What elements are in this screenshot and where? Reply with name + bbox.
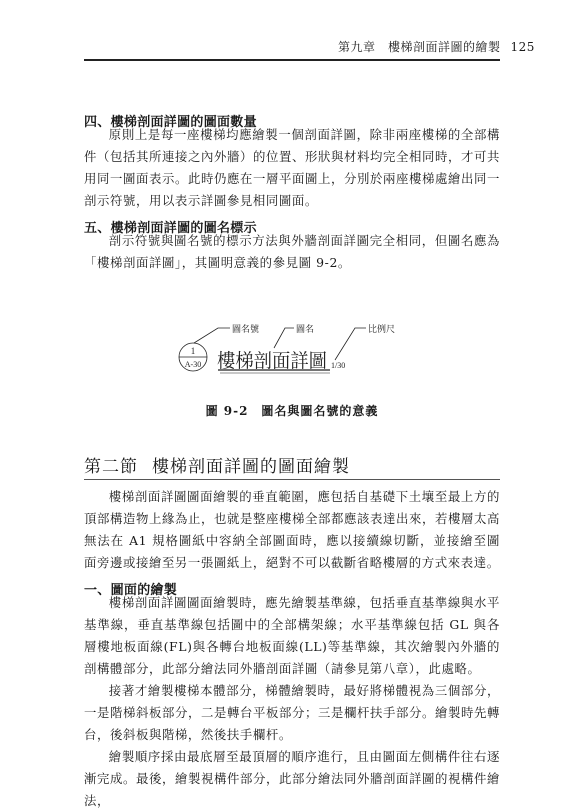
label-drawing-no: 圖名號 (232, 324, 260, 334)
leader-scale (335, 328, 366, 360)
symbol-top: 1 (190, 346, 196, 356)
section-title (84, 452, 350, 477)
page-number: 125 (510, 40, 535, 54)
leader-drawing-no (194, 328, 230, 343)
intro-paragraph: 樓梯剖面詳圖圖面繪製的垂直範圍，應包括自基礎下土壤至最上方的頂部構造物上緣為止，也就是整座樓梯全部都應該表達出來，若樓層太高無法在 A1 規格圖紙中容納全部圖面時，應以接續線切斷，並接繪至圖面旁邊或接繪至另一張圖紙上，絕對不可以截斷省略樓層的方式來表達。 (84, 489, 500, 570)
section4-paragraph: 原則上是每一座樓梯均應繪製一個剖面詳圖，除非兩座樓梯的全部構件（包括其所連接之內外牆）的位置、形狀與材料均完全相同時，才可共用同一圖面表示。此時仍應在一層平面圖上，分別於兩座樓梯處繪出同一剖示符號，用以表示詳圖參見相同圖面。 (84, 127, 500, 208)
subsection1-heading: 一、圖面的繪製 (84, 583, 178, 598)
subsection1-paragraph1: 樓梯剖面詳圖圖面繪製時，應先繪製基準線，包括垂直基準線與水平基準線，垂直基準線包括圖中的全部構架線；水平基準線包括 GL 與各層樓地板面線(FL)與各轉台地板面線(LL)等基準線，其次繪製內外牆的剖構體部分，此部分繪法同外牆剖面詳圖（請參見第八章），此處略。 (84, 595, 500, 676)
section-title-rule (84, 479, 500, 480)
chapter-title: 第九章 樓梯剖面詳圖的繪製 (338, 40, 501, 54)
section4-heading: 四、樓梯剖面詳圖的圖面數量 (84, 115, 257, 130)
figure-caption: 圖 9-2 圖名與圖名號的意義 (205, 404, 379, 418)
section-title-text: 樓梯剖面詳圖的圖面繪製 (152, 457, 350, 477)
figure-drawing-title-diagram (170, 318, 410, 398)
label-scale: 比例尺 (368, 324, 396, 334)
symbol-bottom: A-30 (184, 360, 202, 369)
header-rule (84, 59, 500, 61)
subsection1-paragraph2: 接著才繪製樓梯本體部分，梯體繪製時，最好將梯體視為三個部分，一是階梯斜板部分，二是轉台平板部分；三是欄杆扶手部分。繪製時先轉台，後斜板與階梯，然後扶手欄杆。 (84, 683, 500, 742)
scale-value: 1/30 (331, 361, 346, 370)
running-header (338, 38, 535, 55)
section5-paragraph: 剖示符號與圖名號的標示方法與外牆剖面詳圖完全相同，但圖名應為「樓梯剖面詳圖」，其圖明意義的參見圖 9-2。 (84, 233, 500, 270)
leader-title (274, 328, 294, 348)
section-number: 第二節 (84, 457, 138, 477)
section5-heading: 五、樓梯剖面詳圖的圖名標示 (84, 221, 257, 236)
label-title: 圖名 (296, 324, 315, 334)
drawing-title: 樓梯剖面詳圖 (217, 351, 332, 372)
subsection1-paragraph3: 繪製順序採由最底層至最頂層的順序進行，且由圖面左側構件往右逐漸完成。最後，繪製視構件部分，此部分繪法同外牆剖面詳圖的視構件繪法， (84, 749, 500, 808)
